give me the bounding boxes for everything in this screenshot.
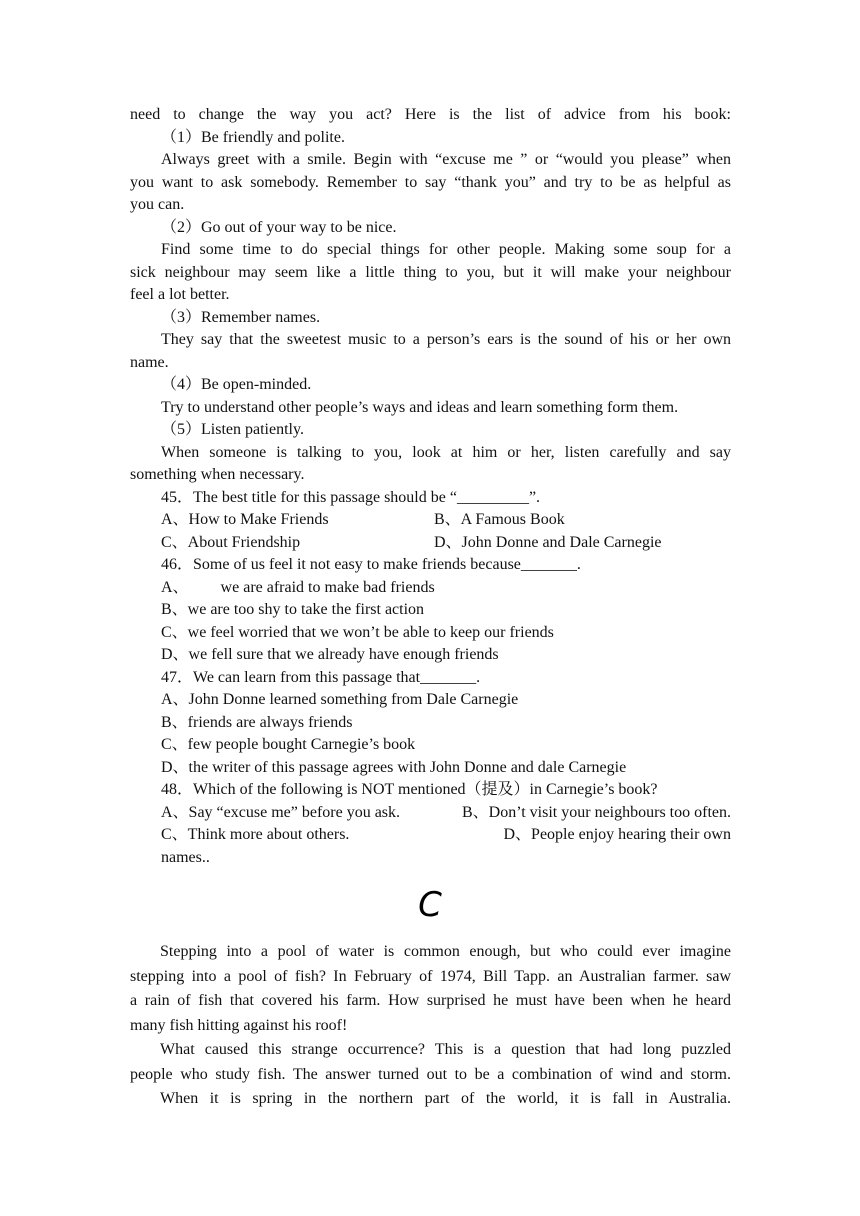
text-line: you want to ask somebody. Remember to say “thank you” and try to be as helpful as — [130, 173, 731, 191]
option-b: B、Don’t visit your neighbours too often. — [461, 803, 731, 821]
advice-heading: （3）Remember names. — [161, 308, 321, 326]
advice-heading: （2）Go out of your way to be nice. — [161, 218, 397, 236]
text-line: stepping into a pool of fish? In February of 1974, Bill Tapp. an Australian farmer. saw — [130, 967, 731, 985]
option-d: D、John Donne and Dale Carnegie — [434, 533, 662, 551]
option-a: A、 we are afraid to make bad friends — [161, 578, 435, 596]
option-a: A、John Donne learned something from Dale Carnegie — [161, 691, 519, 708]
text-line: When it is spring in the northern part of the world, it is fall in Australia. — [160, 1090, 731, 1107]
text-line: something when necessary. — [130, 466, 305, 483]
option-b: B、A Famous Book — [434, 511, 565, 528]
option-b: B、friends are always friends — [161, 713, 353, 731]
passage-c — [130, 940, 731, 1112]
text-line: name. — [130, 353, 169, 371]
option-b: B、we are too shy to take the first action — [161, 601, 425, 618]
text-line: people who study fish. The answer turned out to be a combination of wind and storm. — [130, 1065, 731, 1083]
option-d: D、we fell sure that we already have enough friends — [161, 646, 499, 663]
text-line: Stepping into a pool of water is common enough, but who could ever imagine — [160, 943, 731, 960]
text-line: What caused this strange occurrence? This is a question that had long puzzled — [160, 1041, 731, 1058]
text-line: sick neighbour may seem like a little thing to you, but it will make your neighbour — [130, 263, 731, 281]
text-line: Always greet with a smile. Begin with “excuse me ” or “would you please” when — [161, 151, 731, 168]
text-line: you can. — [130, 196, 185, 213]
option-c: C、About Friendship — [161, 533, 301, 551]
question-46-stem: 46．Some of us feel it not easy to make friends because_______. — [161, 556, 581, 573]
option-d-continued: names.. — [161, 848, 210, 866]
advice-heading: （1）Be friendly and polite. — [161, 128, 345, 146]
question-47-stem: 47．We can learn from this passage that_______. — [161, 668, 481, 686]
question-45-stem: 45．The best title for this passage should be “_________”. — [161, 488, 541, 506]
passage-b-continued — [130, 104, 731, 869]
text-line: When someone is talking to you, look at him or her, listen carefully and say — [161, 443, 731, 461]
option-a: A、Say “excuse me” before you ask. — [161, 803, 401, 821]
text-line: many fish hitting against his roof! — [130, 1016, 348, 1034]
option-c: C、Think more about others. — [161, 826, 350, 843]
option-c: C、few people bought Carnegie’s book — [161, 736, 416, 753]
text-line: a rain of fish that covered his farm. How surprised he must have been when he heard — [130, 992, 731, 1009]
option-d: D、People enjoy hearing their own — [503, 826, 731, 843]
option-a: A、How to Make Friends — [161, 511, 329, 528]
advice-heading: （5）Listen patiently. — [161, 421, 304, 438]
question-48-options-row — [130, 802, 731, 825]
text-line: feel a lot better. — [130, 286, 230, 303]
question-48-options-row — [130, 824, 731, 847]
option-c: C、we feel worried that we won’t be able to keep our friends — [161, 623, 554, 641]
question-45-options-row — [130, 509, 731, 532]
text-line: Try to understand other people’s ways and ideas and learn something form them. — [161, 398, 679, 416]
advice-heading: （4）Be open-minded. — [161, 376, 312, 393]
option-d: D、the writer of this passage agrees with John Donne and dale Carnegie — [161, 758, 627, 776]
text-line: need to change the way you act? Here is the list of advice from his book: — [130, 106, 731, 123]
question-48-stem: 48．Which of the following is NOT mentioned（提及）in Carnegie’s book? — [161, 781, 658, 798]
text-line: Find some time to do special things for other people. Making some soup for a — [161, 241, 731, 258]
section-c-title: C — [418, 885, 442, 925]
text-line: They say that the sweetest music to a person’s ears is the sound of his or her own — [161, 331, 731, 348]
question-45-options-row — [130, 532, 731, 555]
